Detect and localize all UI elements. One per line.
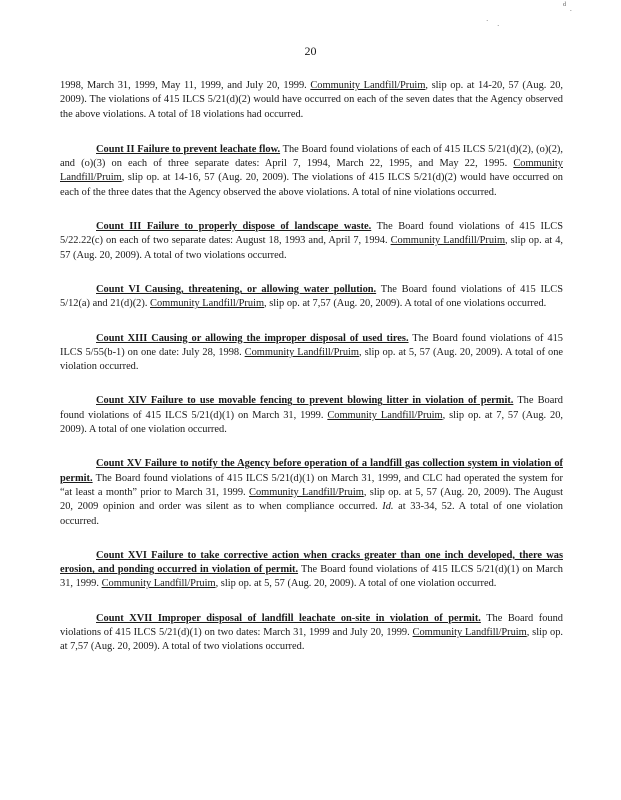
case-citation: Community Landfill/Pruim xyxy=(249,486,364,498)
document-body xyxy=(60,79,563,675)
paragraph-count-iii: Count III Failure to properly dispose of landscape waste. The Board found violations of 415 ILCS 5/22.22(c) on each of two separate dates: August 18, 1993 and, April 7, 1994. Community Landfill/Pruim, slip op. at 4, 57 (Aug. 20, 2009). A total of two violations occurred. xyxy=(60,221,564,261)
scan-speck: . xyxy=(570,5,572,13)
count-heading: Count XIV Failure to use movable fencing to prevent blowing litter in violation of permit. xyxy=(96,395,514,407)
case-citation: Community Landfill/Pruim xyxy=(244,346,360,358)
count-heading: Count VI Causing, threatening, or allowing water pollution. xyxy=(96,283,377,295)
case-citation: Community Landfill/Pruim xyxy=(101,578,216,590)
scan-speck: · xyxy=(486,17,489,25)
paragraph-continuation: 1998, March 31, 1999, May 11, 1999, and July 20, 1999. Community Landfill/Pruim, slip op. at 14-20, 57 (Aug. 20, 2009). The violations of 415 ILCS 5/21(d)(2) would have occurred on each of the seven dates that the Agency observed the above violations. A total of 18 violations had occurred. xyxy=(60,80,563,120)
count-heading: Count II Failure to prevent leachate flow. xyxy=(96,143,281,155)
paragraph-count-ii: Count II Failure to prevent leachate flow. The Board found violations of each of 415 ILCS 5/21(d)(2), (o)(2), and (o)(3) on each of three separate dates: April 7, 1994, March 22, 1995, and May 22, 1995. Community Landfill/Pruim, slip op. at 14-16, 57 (Aug. 20, 2009). The violations of 415 ILCS 5/21(d)(2) would have occurred on each of the three dates that the Agency observed the above violations. A total of nine violations occurred. xyxy=(60,143,563,198)
paragraph-count-vi: Count VI Causing, threatening, or allowing water pollution. The Board found violations of 415 ILCS 5/12(a) and 21(d)(2). Community Landfill/Pruim, slip op. at 7,57 (Aug. 20, 2009). A total of one violations occurred. xyxy=(60,283,563,310)
case-citation: Community Landfill/Pruim xyxy=(310,80,426,91)
scan-speck: · xyxy=(497,22,500,30)
case-citation: Community Landfill/Pruim xyxy=(150,298,265,310)
id-citation: Id. xyxy=(382,501,394,513)
case-citation: Community Landfill/Pruim xyxy=(390,235,506,247)
count-heading: Count XVI Failure to take corrective action when cracks greater than one inch developed, there was erosion, and ponding occurred in violation of permit. xyxy=(60,549,563,576)
count-heading: Count III Failure to properly dispose of landscape waste. xyxy=(96,221,372,233)
count-heading: Count XIII Causing or allowing the improper disposal of used tires. xyxy=(96,332,409,344)
paragraph-count-xvi: Count XVI Failure to take corrective action when cracks greater than one inch developed, there was erosion, and ponding occurred in violation of permit. The Board found violations of 415 ILCS 5/21(d)(1) on March 31, 1999. Community Landfill/Pruim, slip op. at 5, 57 (Aug. 20, 2009). A total of one violation occurred. xyxy=(60,549,563,590)
count-heading: Count XV Failure to notify the Agency before operation of a landfill gas collection system in violation of permit. xyxy=(60,458,563,484)
paragraph-count-xiv: Count XIV Failure to use movable fencing to prevent blowing litter in violation of permit. The Board found violations of 415 ILCS 5/21(d)(1) on March 31, 1999. Community Landfill/Pruim, slip op. at 7, 57 (Aug. 20, 2009). A total of one violation occurred. xyxy=(60,395,564,436)
case-citation: Community Landfill/Pruim xyxy=(60,158,563,184)
case-citation: Community Landfill/Pruim xyxy=(327,409,443,421)
scan-speck: d xyxy=(563,2,566,8)
paragraph-count-xvii: Count XVII Improper disposal of landfill leachate on-site in violation of permit. The Board found violations of 415 ILCS 5/21(d)(1) on two dates: March 31, 1999 and July 20, 1999. Community Landfill/Pruim, slip op. at 7,57 (Aug. 20, 2009). A total of two violations occurred. xyxy=(60,612,564,653)
case-citation: Community Landfill/Pruim xyxy=(412,627,527,639)
paragraph-count-xv: Count XV Failure to notify the Agency before operation of a landfill gas collection system in violation of permit. The Board found violations of 415 ILCS 5/21(d)(1) on March 31, 1999, and CLC had operated the system for “at least a month” prior to March 31, 1999. Community Landfill/Pruim, slip op. at 5, 57 (Aug. 20, 2009). The August 20, 2009 opinion and order was silent as to when compliance occurred. Id. at 33-34, 52. A total of one violation occurred. xyxy=(60,458,563,527)
paragraph-count-xiii: Count XIII Causing or allowing the improper disposal of used tires. The Board found violations of 415 ILCS 5/55(b-1) on one date: July 28, 1998. Community Landfill/Pruim, slip op. at 5, 57 (Aug. 20, 2009). A total of one violation occurred. xyxy=(60,332,563,373)
count-heading: Count XVII Improper disposal of landfill leachate on-site in violation of permit. xyxy=(96,612,481,624)
page-number: 20 xyxy=(304,44,317,58)
